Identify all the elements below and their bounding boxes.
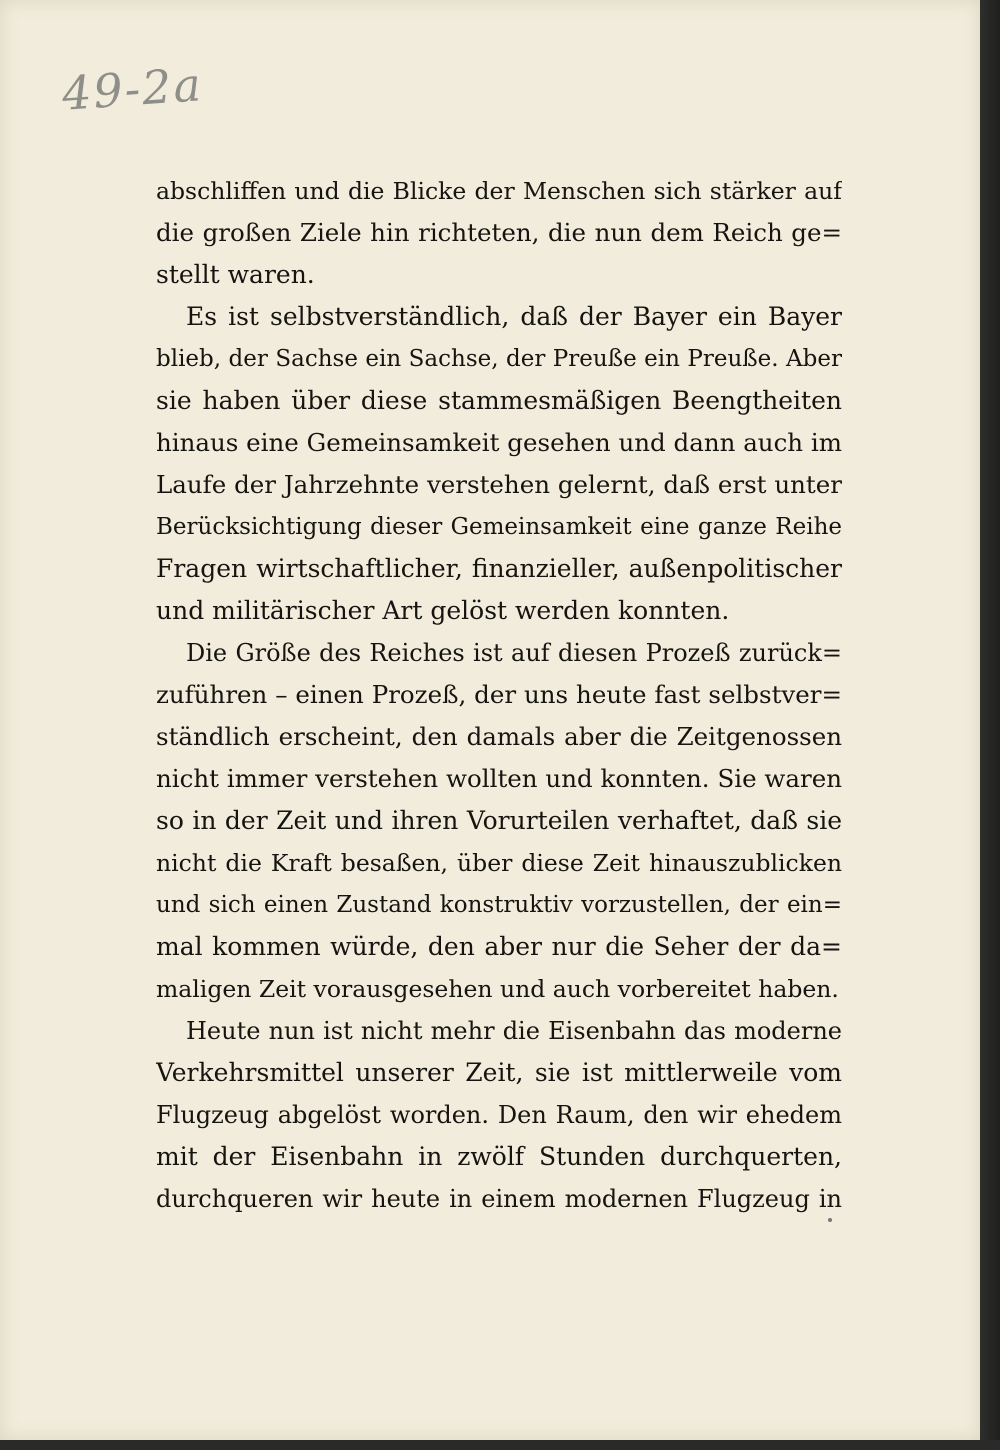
text-line: zuführen – einen Prozeß, der uns heute fast selbstver= — [156, 680, 842, 709]
text-line: abschliffen und die Blicke der Menschen sich stärker auf — [156, 177, 842, 205]
text-line: Fragen wirtschaftlicher, finanzieller, außenpolitischer — [156, 554, 842, 583]
scan-right-edge — [980, 0, 1000, 1450]
text-line: Flugzeug abgelöst worden. Den Raum, den wir ehedem — [156, 1101, 842, 1129]
paper-speck — [828, 1218, 832, 1222]
text-line: nicht immer verstehen wollten und konnten. Sie waren — [156, 764, 842, 793]
text-line: stellt waren. — [156, 260, 315, 289]
text-line: Es ist selbstverständlich, daß der Bayer ein Bayer — [186, 302, 842, 331]
text-line: Berücksichtigung dieser Gemeinsamkeit eine ganze Reihe — [156, 514, 842, 540]
text-line: mit der Eisenbahn in zwölf Stunden durchquerten, — [156, 1142, 842, 1171]
text-line: mal kommen würde, den aber nur die Seher der da= — [156, 932, 842, 961]
text-line: ständlich erscheint, den damals aber die Zeitgenossen — [156, 722, 842, 751]
text-line: durchqueren wir heute in einem modernen Flugzeug in — [156, 1185, 842, 1213]
text-line: die großen Ziele hin richteten, die nun dem Reich ge= — [156, 218, 842, 247]
paragraph — [156, 296, 842, 632]
text-line: so in der Zeit und ihren Vorurteilen verhaftet, daß sie — [156, 806, 842, 835]
text-line: Heute nun ist nicht mehr die Eisenbahn das moderne — [186, 1017, 842, 1045]
text-line: Verkehrsmittel unserer Zeit, sie ist mittlerweile vom — [156, 1058, 842, 1087]
paragraph — [156, 1010, 842, 1220]
text-line: und sich einen Zustand konstruktiv vorzustellen, der ein= — [156, 892, 842, 918]
text-line: nicht die Kraft besaßen, über diese Zeit hinauszublicken — [156, 849, 842, 877]
text-line: maligen Zeit vorausgesehen und auch vorbereitet haben. — [156, 975, 839, 1003]
scan-bottom-edge — [0, 1440, 1000, 1450]
text-line: sie haben über diese stammesmäßigen Beengtheiten — [156, 386, 842, 415]
text-line: hinaus eine Gemeinsamkeit gesehen und dann auch im — [156, 428, 842, 457]
text-line: blieb, der Sachse ein Sachse, der Preuße ein Preuße. Aber — [156, 346, 842, 372]
paragraph — [156, 632, 842, 1010]
text-line: und militärischer Art gelöst werden konnten. — [156, 596, 730, 625]
handwritten-page-mark: 49-2a — [60, 57, 205, 121]
body-text — [156, 170, 842, 1220]
text-line: Die Größe des Reiches ist auf diesen Prozeß zurück= — [186, 639, 842, 667]
paragraph — [156, 170, 842, 296]
text-line: Laufe der Jahrzehnte verstehen gelernt, daß erst unter — [156, 470, 842, 499]
